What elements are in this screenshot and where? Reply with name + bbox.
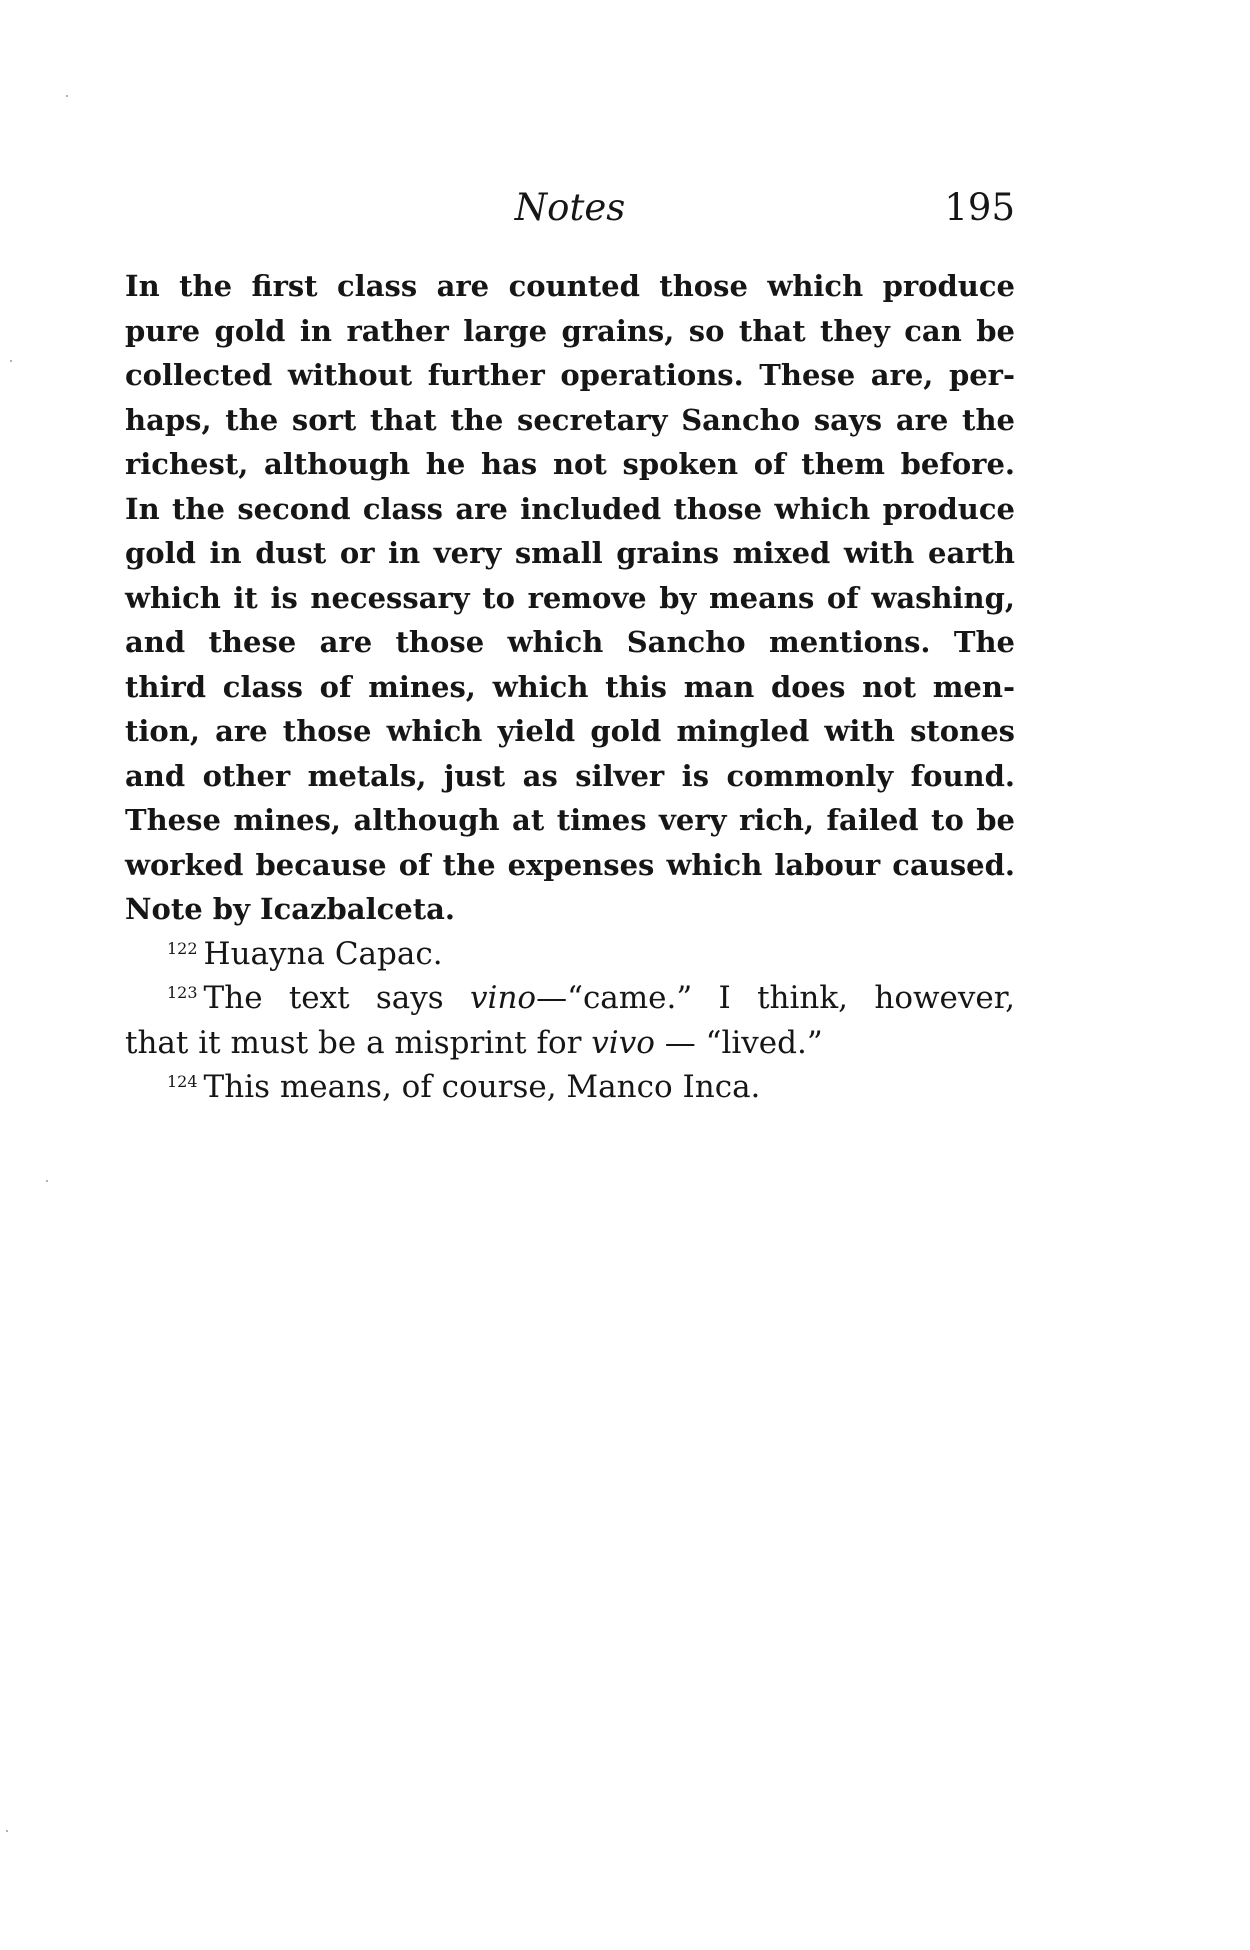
- scan-speck: [46, 1180, 48, 1182]
- paragraph-main: [125, 264, 1015, 932]
- note-text: Huayna Capac.: [203, 935, 443, 972]
- text-line: collected without further operations. These are, per-: [125, 358, 1015, 392]
- note-text: —“came.” I think, however,: [536, 980, 1015, 1016]
- text-line: tion, are those which yield gold mingled with stones: [125, 714, 1015, 748]
- note-text: The text says: [203, 980, 471, 1016]
- page-header: [125, 180, 1015, 240]
- note-number: 123: [167, 983, 198, 1002]
- note-italic-word: vivo: [591, 1024, 655, 1061]
- note-line: [125, 1065, 1015, 1110]
- scan-speck: [6, 1830, 8, 1832]
- note-line: [125, 1021, 1015, 1066]
- note-text: This means, of course, Manco Inca.: [203, 1069, 761, 1105]
- text-line: richest, although he has not spoken of them before.: [125, 447, 1015, 481]
- note-124: [125, 1065, 1015, 1110]
- text-line: In the first class are counted those which produce: [125, 269, 1015, 303]
- note-122: [125, 932, 1015, 977]
- text-line: gold in dust or in very small grains mixed with earth: [125, 536, 1015, 570]
- note-text: that it must be a misprint for: [125, 1024, 592, 1061]
- text-line: pure gold in rather large grains, so that they can be: [125, 313, 1015, 348]
- text-line: In the second class are included those which produce: [125, 491, 1015, 526]
- scan-speck: [66, 95, 68, 97]
- scan-speck: [10, 360, 12, 362]
- page-number: 195: [944, 186, 1015, 229]
- note-italic-word: vino: [470, 980, 537, 1016]
- text-line: worked because of the expenses which labour caused.: [125, 847, 1015, 882]
- text-line: and these are those which Sancho mentions. The: [125, 625, 1015, 659]
- note-123: [125, 976, 1015, 1065]
- text-line: haps, the sort that the secretary Sancho says are the: [125, 402, 1015, 437]
- text-line: These mines, although at times very rich, failed to be: [125, 803, 1015, 837]
- note-number: 122: [167, 938, 198, 958]
- note-line: [125, 932, 1015, 977]
- note-line: [125, 976, 1015, 1021]
- running-head: Notes: [514, 186, 626, 229]
- text-line: Note by Icazbalceta.: [125, 892, 455, 926]
- notes-body: [125, 264, 1015, 1110]
- note-text: — “lived.”: [654, 1024, 823, 1061]
- text-line: which it is necessary to remove by means of washing,: [125, 580, 1015, 615]
- text-line: third class of mines, which this man does not men-: [125, 669, 1015, 704]
- note-number: 124: [167, 1072, 198, 1091]
- text-line: and other metals, just as silver is commonly found.: [125, 758, 1015, 793]
